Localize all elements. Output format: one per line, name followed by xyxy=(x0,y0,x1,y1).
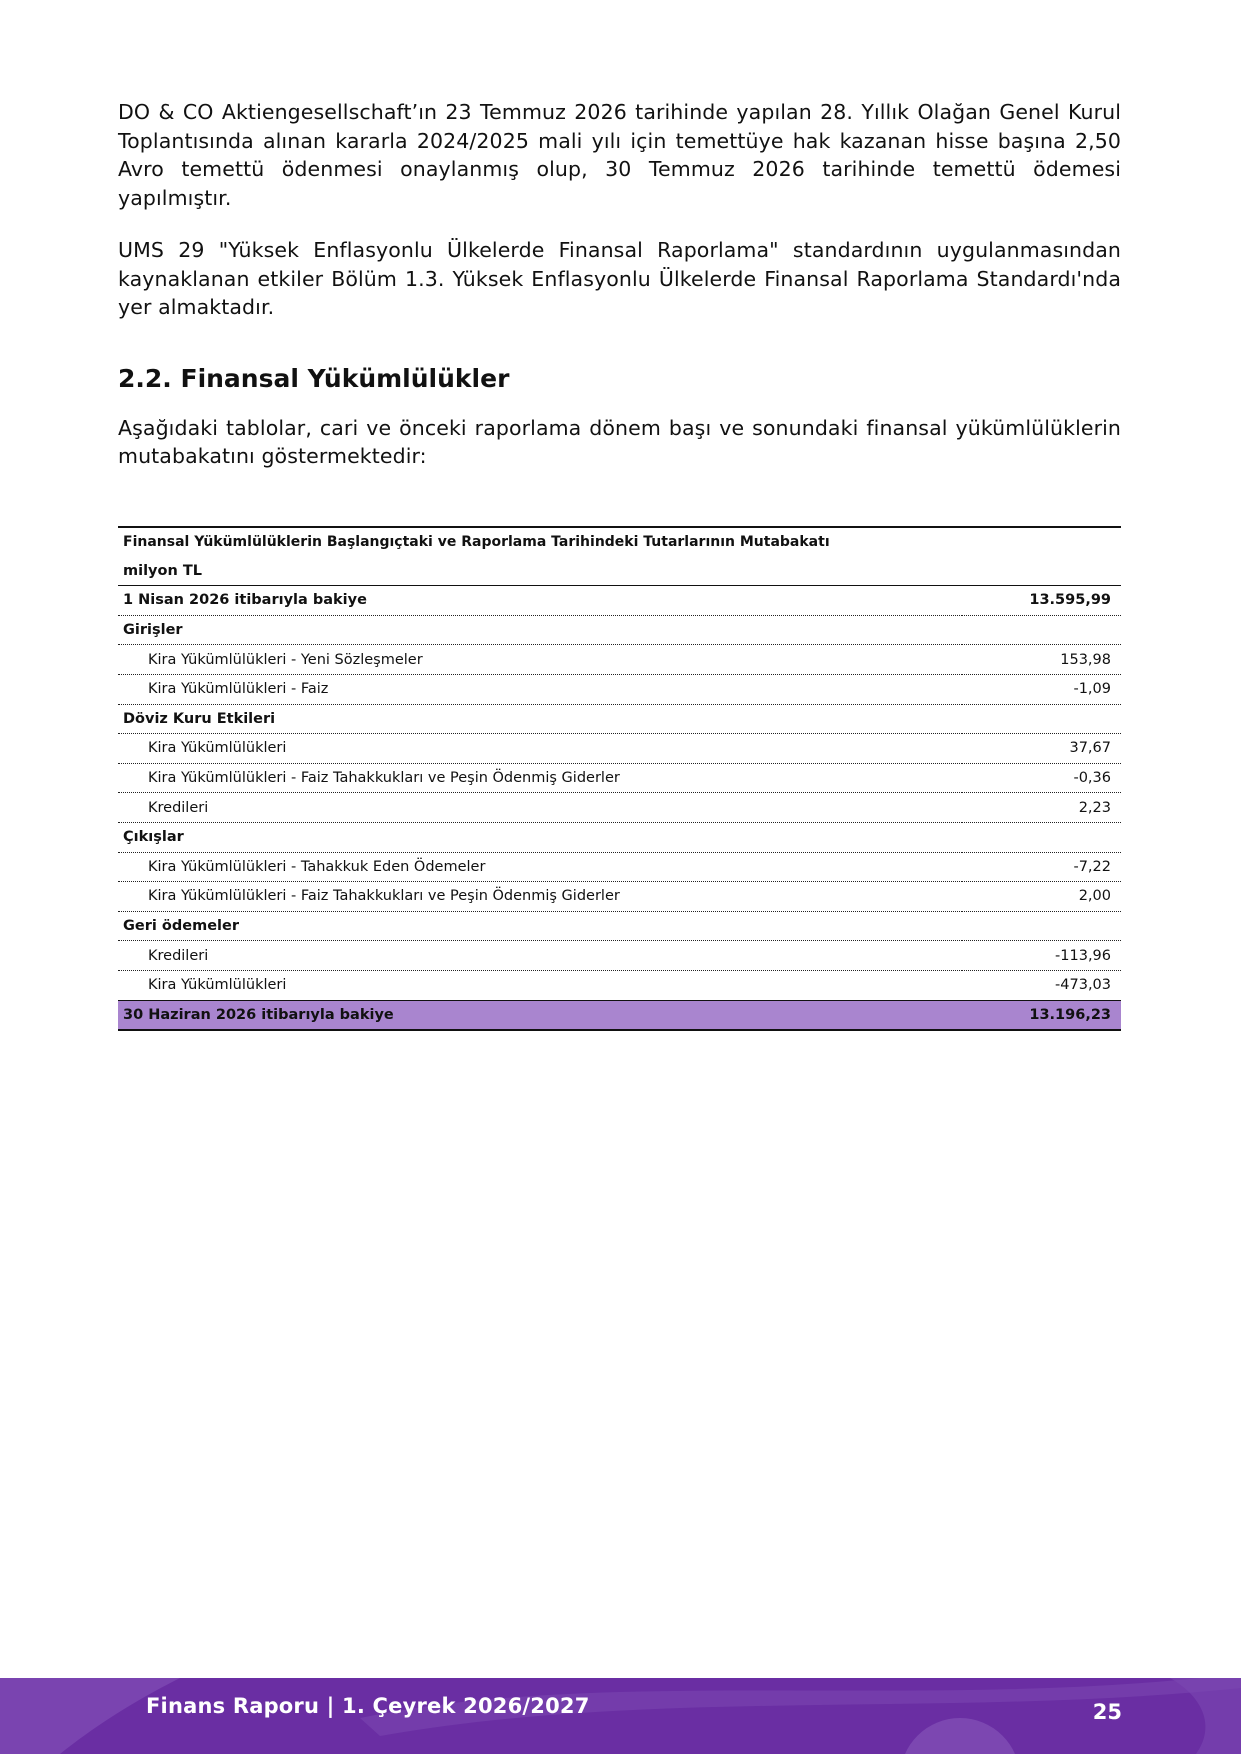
row-value: -0,36 xyxy=(962,763,1121,793)
row-label: Kira Yükümlülükleri - Yeni Sözleşmeler xyxy=(118,645,962,675)
table-row-group xyxy=(118,822,1121,852)
row-label: Kira Yükümlülükleri xyxy=(118,970,962,1000)
footer-circle xyxy=(900,1718,1020,1754)
row-label: Kredileri xyxy=(118,941,962,971)
row-value xyxy=(962,911,1121,941)
table-row-group xyxy=(118,704,1121,734)
table-unit-row xyxy=(118,557,1121,586)
group-label-fx-effects: Döviz Kuru Etkileri xyxy=(118,704,962,734)
table-row xyxy=(118,763,1121,793)
table-title: Finansal Yükümlülüklerin Başlangıçtaki ve Raporlama Tarihindeki Tutarlarının Mutabakatı xyxy=(123,534,830,551)
table-row-group xyxy=(118,615,1121,645)
row-label: Kira Yükümlülükleri - Faiz Tahakkukları ve Peşin Ödenmiş Giderler xyxy=(118,882,962,912)
opening-balance-label: 1 Nisan 2026 itibarıyla bakiye xyxy=(118,586,962,616)
ias29-paragraph: UMS 29 "Yüksek Enflasyonlu Ülkelerde Finansal Raporlama" standardının uygulanmasından kaynaklanan etkiler Bölüm 1.3. Yüksek Enflasyonlu Ülkelerde Finansal Raporlama Standardı'nda yer almaktadır. xyxy=(118,238,1121,319)
table-row xyxy=(118,793,1121,823)
footer-report-title: Finans Raporu | 1. Çeyrek 2026/2027 xyxy=(146,1694,590,1718)
table-row xyxy=(118,674,1121,704)
opening-balance-value: 13.595,99 xyxy=(962,586,1121,616)
dividend-paragraph: DO & CO Aktiengesellschaft’ın 23 Temmuz 2026 tarihinde yapılan 28. Yıllık Olağan Genel Kurul Toplantısında alınan kararla 2024/2025 mali yılı için temettüye hak kazanan hisse başına 2,50 Avro temettü ödenmesi onaylanmış olup, 30 Temmuz 2026 tarihinde temettü ödemesi yapılmıştır. xyxy=(118,100,1121,210)
table-row xyxy=(118,734,1121,764)
page-number: 25 xyxy=(1092,1700,1122,1724)
page-footer xyxy=(0,1678,1241,1754)
row-value: 2,23 xyxy=(962,793,1121,823)
row-label: Kira Yükümlülükleri xyxy=(118,734,962,764)
row-label: Kira Yükümlülükleri - Faiz xyxy=(118,674,962,704)
row-value: 153,98 xyxy=(962,645,1121,675)
table-row xyxy=(118,970,1121,1000)
row-value: -113,96 xyxy=(962,941,1121,971)
closing-balance-row xyxy=(118,1000,1121,1030)
group-label-repayments: Geri ödemeler xyxy=(118,911,962,941)
table-unit: milyon TL xyxy=(118,557,1121,586)
liabilities-reconciliation-table xyxy=(118,526,1121,1031)
group-label-inflows: Girişler xyxy=(118,615,962,645)
page-content xyxy=(118,98,1121,471)
row-value: -473,03 xyxy=(962,970,1121,1000)
closing-balance-label: 30 Haziran 2026 itibarıyla bakiye xyxy=(118,1000,962,1030)
section-heading: 2.2. Finansal Yükümlülükler xyxy=(118,363,510,393)
table-row xyxy=(118,645,1121,675)
opening-balance-row xyxy=(118,586,1121,616)
row-label: Kira Yükümlülükleri - Faiz Tahakkukları ve Peşin Ödenmiş Giderler xyxy=(118,763,962,793)
closing-balance-value: 13.196,23 xyxy=(962,1000,1121,1030)
row-value xyxy=(962,615,1121,645)
row-value xyxy=(962,704,1121,734)
row-value: -1,09 xyxy=(962,674,1121,704)
table-row xyxy=(118,882,1121,912)
row-value xyxy=(962,822,1121,852)
table-row xyxy=(118,941,1121,971)
section-intro: Aşağıdaki tablolar, cari ve önceki raporlama dönem başı ve sonundaki finansal yükümlülüklerin mutabakatını göstermektedir: xyxy=(118,415,1121,468)
table-row xyxy=(118,852,1121,882)
row-value: -7,22 xyxy=(962,852,1121,882)
table-row-group xyxy=(118,911,1121,941)
group-label-outflows: Çıkışlar xyxy=(118,822,962,852)
table-title-row xyxy=(118,527,1121,557)
row-label: Kira Yükümlülükleri - Tahakkuk Eden Ödemeler xyxy=(118,852,962,882)
row-value: 2,00 xyxy=(962,882,1121,912)
row-label: Kredileri xyxy=(118,793,962,823)
row-value: 37,67 xyxy=(962,734,1121,764)
